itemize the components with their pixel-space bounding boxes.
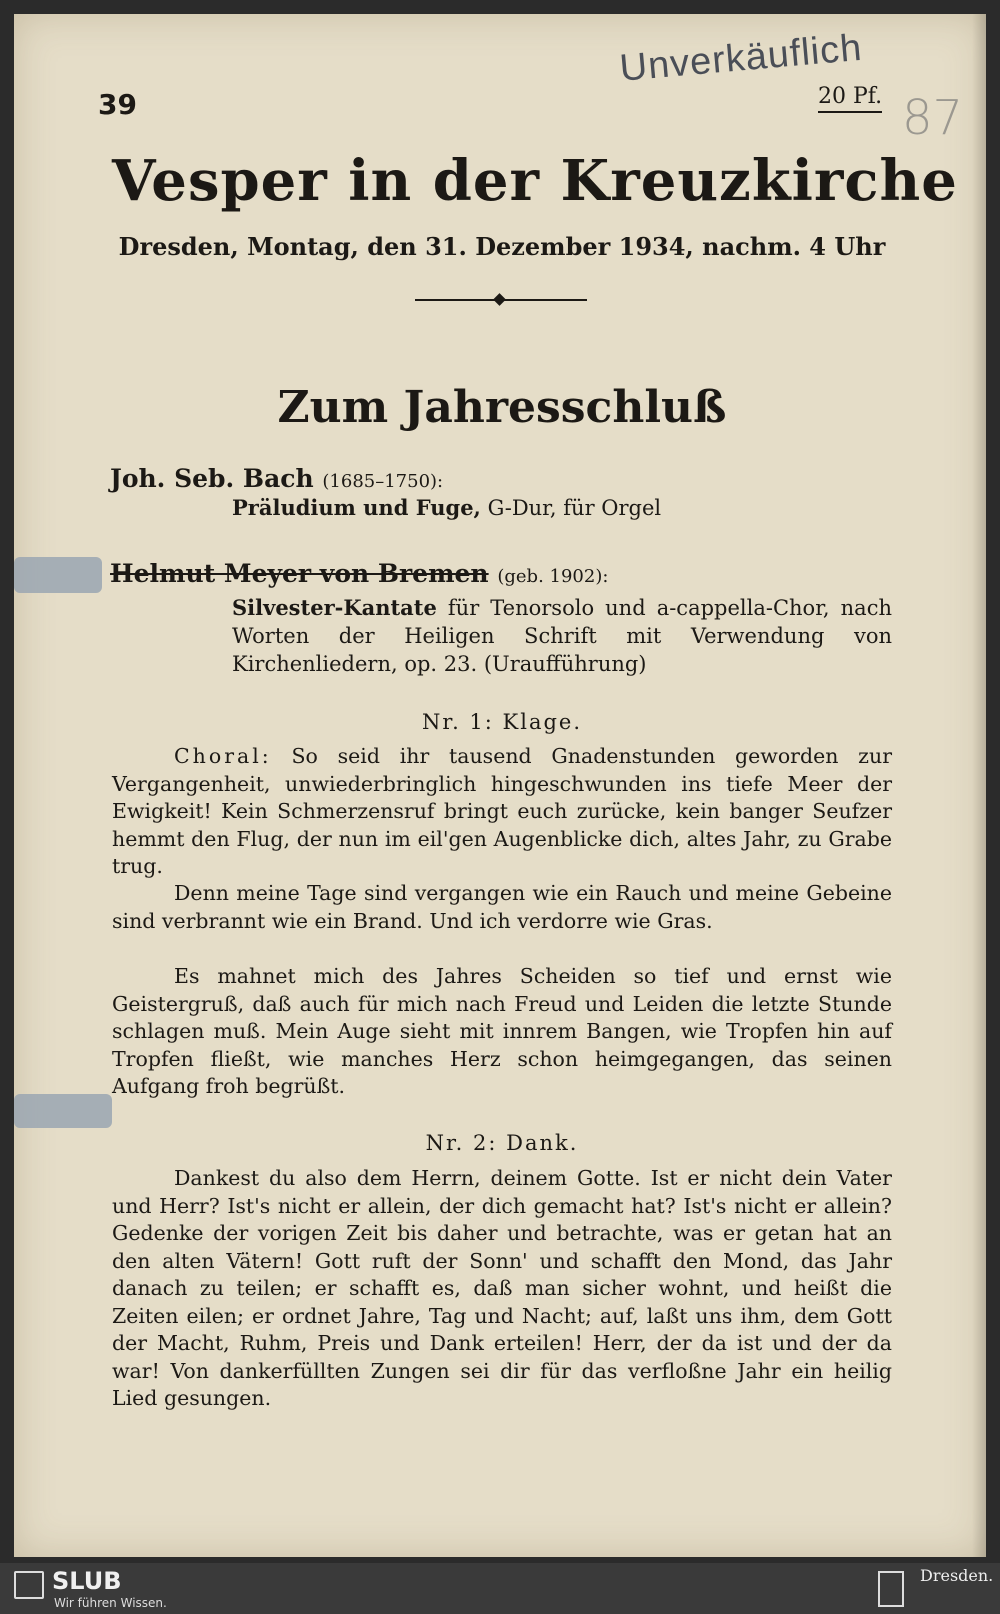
paragraph-text: So seid ihr tausend Gnadenstunden geworden zur Vergangenheit, unwiederbringlich hingeschwunden ins tiefe Meer der Ewigkeit! Kein Schmerzensruf bringt euch zurücke, kein banger Seufzer hemmt den Flug, der nun im eil'gen Augenblicke dich, altes Jahr, zu Grabe trug. — [112, 744, 892, 878]
price-label: 20 Pf. — [818, 84, 882, 113]
text-paragraph — [112, 743, 892, 881]
work-title: Präludium und Fuge, — [232, 495, 481, 520]
choral-label: Choral: — [174, 744, 272, 768]
work-title: Silvester-Kantate — [232, 595, 437, 620]
work-meyer — [232, 594, 892, 678]
composer-name: Helmut Meyer von Bremen — [110, 559, 489, 588]
text-paragraph: Es mahnet mich des Jahres Scheiden so tief und ernst wie Geistergruß, daß auch für mich nach Freud und Leiden die letzte Stunde schlagen muß. Mein Auge sieht mit innrem Bangen, wie Tropfen hin auf Tropfen fließt, wie manches Herz schon heimgegangen, das seinen Aufgang froh begrüßt. — [112, 964, 892, 1098]
unsellable-stamp: Unverkäuflich — [618, 26, 864, 90]
city-crest-icon — [878, 1571, 904, 1607]
composer-dates: (geb. 1902): — [497, 566, 609, 587]
work-bach — [232, 495, 661, 520]
page-subtitle: Dresden, Montag, den 31. Dezember 1934, nachm. 4 Uhr — [118, 232, 886, 261]
slub-tagline: Wir führen Wissen. — [54, 1596, 167, 1610]
movement-title-2: Nr. 2: Dank. — [425, 1131, 579, 1155]
footer-bar — [0, 1563, 1000, 1614]
work-detail: für Tenorsolo und a-cappella-Chor, nach Worten der Heiligen Schrift mit Verwendung von Kirchenliedern, op. 23. (Uraufführung) — [232, 596, 892, 676]
slub-logo-icon — [14, 1571, 44, 1599]
text-paragraph: Denn meine Tage sind vergangen wie ein Rauch und meine Gebeine sind verbrannt wie ein Brand. Und ich verdorre wie Gras. — [112, 881, 892, 933]
composer-meyer — [110, 559, 608, 588]
tape-strip — [14, 557, 102, 593]
work-detail: G-Dur, für Orgel — [487, 496, 662, 520]
composer-name: Joh. Seb. Bach — [110, 464, 314, 493]
program-number: 39 — [98, 88, 137, 121]
tape-strip — [14, 1094, 112, 1128]
composer-dates: (1685–1750): — [322, 471, 444, 492]
movement-title-1: Nr. 1: Klage. — [421, 710, 583, 734]
slub-logo[interactable]: SLUB — [52, 1567, 122, 1595]
section-heading: Zum Jahresschluß — [277, 382, 727, 433]
pencil-note: 87 — [902, 90, 964, 146]
city-logo[interactable]: Dresden. — [920, 1566, 994, 1585]
page-edge-shadow — [972, 14, 986, 1557]
text-paragraph: Dankest du also dem Herrn, deinem Gotte. Ist er nicht dein Vater und Herr? Ist's nicht er allein, der dich gemacht hat? Ist's nicht er allein? Gedenke der vorigen Zeit bis daher und betrachte, was er getan hat an den alten Vätern! Gott ruft der Sonn' und schafft den Mond, das Jahr danach zu teilen; er schafft es, daß man sicher wohnt, und heißt die Zeiten eilen; er ordnet Jahre, Tag und Nacht; auf, laßt uns ihm, dem Gott der Macht, Ruhm, Preis und Dank erteilen! Herr, der da ist und der da war! Von dankerfüllten Zungen sei dir für das verfloßne Jahr ein heilig Lied gesungen. — [112, 1166, 892, 1410]
composer-bach — [110, 464, 443, 493]
page-title: Vesper in der Kreuzkirche — [112, 148, 958, 214]
